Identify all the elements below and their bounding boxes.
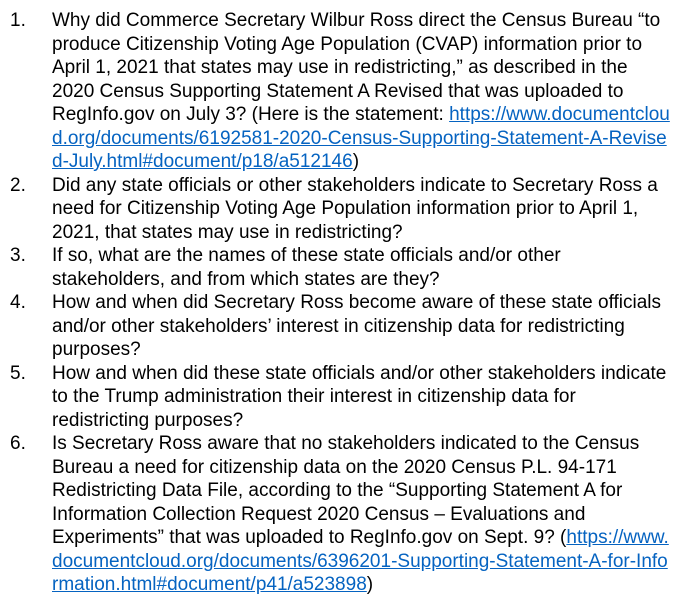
question-number: 4. — [10, 292, 26, 313]
question-text: If so, what are the names of these state officials and/or other stakeholders, and from which states are they? — [52, 245, 561, 290]
question-number: 5. — [10, 362, 26, 384]
question-text-body: Is Secretary Ross aware that no stakeholders indicated to the Census Bureau a need for citizenship data on the 2020 Census P.L. 94-171 Redistricting Data File, according to the “Supporting Statement A for Information Collection Request 2020 Census – Evaluations and Experiments” that was uploaded to RegInfo.gov on Sept. 9? ( — [52, 433, 640, 548]
question-text-body: Why did Commerce Secretary Wilbur Ross direct the Census Bureau “to produce Citizenship Voting Age Population (CVAP) information prior to April 1, 2021 that states may use in redistricting,” as described in the 2020 Census Supporting Statement A Revised that was uploaded to RegInfo.gov on July 3? (Here is the statement: — [52, 10, 661, 125]
question-item-5 — [0, 362, 677, 433]
question-item-1 — [0, 9, 677, 174]
question-text-closing: ) — [366, 574, 374, 595]
question-list — [0, 9, 677, 597]
question-item-6 — [0, 432, 677, 597]
question-number: 2. — [10, 174, 26, 196]
question-text: Did any state officials or other stakeholders indicate to Secretary Ross a need for Citizenship Voting Age Population information prior to April 1, 2021, that states may use in redistricting? — [52, 174, 658, 243]
question-text-closing: ) — [352, 151, 360, 172]
question-item-3 — [0, 244, 677, 291]
statement-link[interactable]: https://www.documentcloud.org/documents/6192581-2020-Census-Supporting-Statement-A-Revised-July.html#document/p18/a512146 — [52, 104, 670, 172]
question-number: 1. — [10, 10, 26, 31]
question-item-2 — [0, 174, 677, 245]
question-item-4 — [0, 291, 677, 362]
supporting-statement-link[interactable]: https://www.documentcloud.org/documents/6396201-Supporting-Statement-A-for-Information.html#document/p41/a523898 — [52, 527, 669, 595]
question-text: How and when did these state officials and/or other stakeholders indicate to the Trump administration their interest in citizenship data for redistricting purposes? — [52, 362, 667, 431]
question-text — [52, 432, 671, 597]
question-text: How and when did Secretary Ross become aware of these state officials and/or other stakeholders’ interest in citizenship data for redistricting purposes? — [52, 292, 662, 360]
question-text — [52, 9, 671, 174]
question-number: 3. — [10, 245, 26, 266]
question-number: 6. — [10, 433, 26, 454]
